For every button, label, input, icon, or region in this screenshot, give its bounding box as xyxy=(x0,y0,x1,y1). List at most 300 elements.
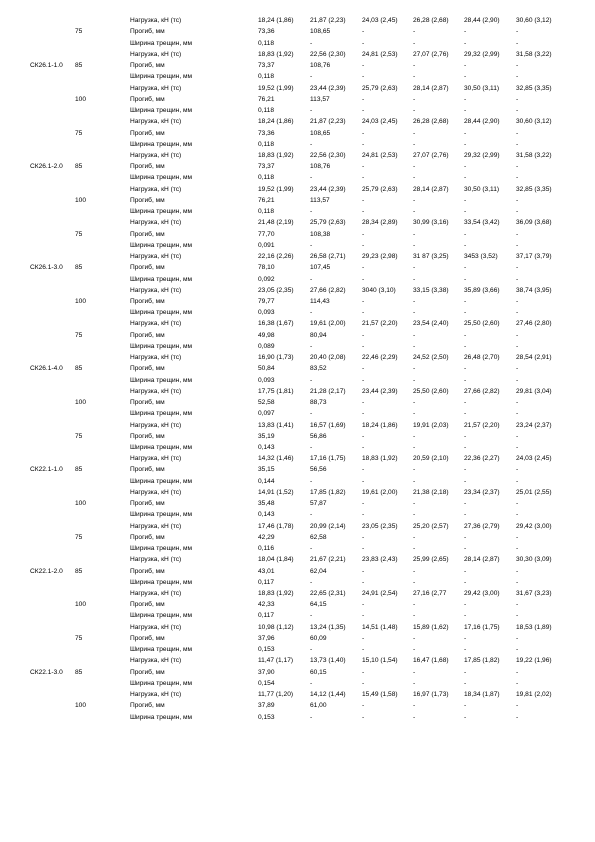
value-cell: 19,52 (1,99) xyxy=(258,84,294,92)
value-cell: - xyxy=(362,702,365,710)
value-cell: - xyxy=(310,545,313,552)
value-cell: 0,154 xyxy=(258,679,275,687)
value-cell: - xyxy=(413,545,416,552)
table-row xyxy=(0,342,595,352)
value-cell: - xyxy=(362,174,365,182)
value-cell: 17,85 (1,82) xyxy=(310,488,346,496)
value-cell: 0,153 xyxy=(258,646,275,654)
value-cell: - xyxy=(362,545,365,552)
value-cell: 0,143 xyxy=(258,443,275,451)
value-cell: - xyxy=(464,567,467,575)
value-cell: 18,83 (1,92) xyxy=(258,152,294,159)
table-row xyxy=(0,173,595,183)
value-cell: 73,36 xyxy=(258,28,275,36)
value-cell: 29,42 (3,00) xyxy=(464,589,500,597)
value-cell: - xyxy=(310,107,313,114)
value-cell: 24,03 (2,45) xyxy=(362,118,398,126)
table-row xyxy=(0,185,595,195)
value-cell: - xyxy=(516,500,519,508)
value-cell: 21,57 (2,20) xyxy=(464,421,500,429)
percent-label: 100 xyxy=(75,196,87,204)
parameter-label: Ширина трещин, мм xyxy=(130,376,193,384)
value-cell: 31,58 (3,22) xyxy=(516,152,552,159)
value-cell: - xyxy=(413,107,416,114)
parameter-label: Ширина трещин, мм xyxy=(130,410,193,418)
value-cell: - xyxy=(413,477,416,485)
value-cell: 43,01 xyxy=(258,567,275,575)
value-cell: 22,46 (2,29) xyxy=(362,354,398,362)
value-cell: 20,99 (2,14) xyxy=(310,522,346,530)
percent-label: 100 xyxy=(75,702,87,710)
value-cell: - xyxy=(516,443,519,451)
value-cell: 30,99 (3,16) xyxy=(413,219,449,227)
value-cell: - xyxy=(310,612,313,620)
value-cell: 0,093 xyxy=(258,376,275,384)
value-cell: 107,45 xyxy=(310,264,331,272)
value-cell: - xyxy=(464,399,467,406)
table-row xyxy=(0,39,595,49)
table-row xyxy=(0,555,595,565)
value-cell: 80,94 xyxy=(310,331,327,339)
table-row xyxy=(0,230,595,240)
value-cell: - xyxy=(362,399,365,406)
value-cell: 30,60 (3,12) xyxy=(516,118,552,126)
value-cell: 0,089 xyxy=(258,342,275,350)
parameter-label: Нагрузка, кН (тс) xyxy=(130,185,182,193)
value-cell: 57,87 xyxy=(310,500,327,508)
parameter-label: Прогиб, мм xyxy=(130,62,165,70)
value-cell: - xyxy=(516,241,519,249)
value-cell: - xyxy=(362,713,365,721)
value-cell: - xyxy=(413,62,416,70)
value-cell: 24,52 (2,50) xyxy=(413,354,449,362)
parameter-label: Нагрузка, кН (тс) xyxy=(130,219,182,227)
value-cell: 17,85 (1,82) xyxy=(464,657,500,665)
table-row xyxy=(0,522,595,532)
parameter-label: Нагрузка, кН (тс) xyxy=(130,623,182,631)
value-cell: - xyxy=(413,129,416,137)
value-cell: - xyxy=(516,668,519,676)
value-cell: 108,38 xyxy=(310,230,331,238)
value-cell: 76,21 xyxy=(258,196,275,204)
table-row xyxy=(0,16,595,26)
value-cell: - xyxy=(413,601,416,609)
value-cell: 32,85 (3,35) xyxy=(516,84,552,92)
table-row xyxy=(0,252,595,262)
value-cell: - xyxy=(362,73,365,81)
value-cell: 29,42 (3,00) xyxy=(516,522,552,530)
series-label: СК26.1-3.0 xyxy=(30,264,63,272)
value-cell: 0,118 xyxy=(258,140,275,148)
value-cell: - xyxy=(464,129,467,137)
value-cell: 18,24 (1,86) xyxy=(258,17,294,25)
value-cell: - xyxy=(362,477,365,485)
value-cell: - xyxy=(516,342,519,350)
value-cell: 31,58 (3,22) xyxy=(516,50,552,58)
value-cell: 37,90 xyxy=(258,668,275,676)
percent-label: 100 xyxy=(75,601,87,609)
parameter-label: Ширина трещин, мм xyxy=(130,309,193,317)
parameter-label: Прогиб, мм xyxy=(130,567,165,575)
series-label: СК26.1-2.0 xyxy=(30,163,63,171)
value-cell: 23,05 (2,35) xyxy=(362,522,398,530)
value-cell: - xyxy=(516,309,519,317)
parameter-label: Нагрузка, кН (тс) xyxy=(130,522,182,530)
value-cell: 30,50 (3,11) xyxy=(464,185,500,193)
value-cell: - xyxy=(464,95,467,103)
table-row xyxy=(0,364,595,374)
parameter-label: Прогиб, мм xyxy=(130,196,165,204)
value-cell: 19,81 (2,02) xyxy=(516,691,552,698)
value-cell: - xyxy=(516,129,519,137)
value-cell: - xyxy=(413,230,416,238)
value-cell: 27,16 (2,77 xyxy=(413,589,447,597)
table-row xyxy=(0,308,595,318)
value-cell: - xyxy=(516,702,519,710)
value-cell: 22,56 (2,30) xyxy=(310,152,346,159)
value-cell: 3040 (3,10) xyxy=(362,286,396,294)
value-cell: - xyxy=(362,432,365,440)
value-cell: - xyxy=(310,140,313,148)
value-cell: 3453 (3,52) xyxy=(464,253,498,260)
value-cell: - xyxy=(413,241,416,249)
value-cell: - xyxy=(362,646,365,654)
value-cell: 21,38 (2,18) xyxy=(413,488,449,496)
value-cell: - xyxy=(362,612,365,620)
value-cell: - xyxy=(516,174,519,182)
value-cell: 114,43 xyxy=(310,297,330,305)
parameter-label: Прогиб, мм xyxy=(130,163,165,171)
value-cell: - xyxy=(362,230,365,238)
parameter-label: Прогиб, мм xyxy=(130,331,165,339)
value-cell: - xyxy=(413,702,416,710)
value-cell: 36,09 (3,68) xyxy=(516,219,552,227)
table-row xyxy=(0,331,595,341)
value-cell: - xyxy=(362,129,365,137)
value-cell: - xyxy=(362,601,365,609)
value-cell: - xyxy=(464,432,467,440)
value-cell: 73,37 xyxy=(258,163,275,171)
value-cell: 26,28 (2,68) xyxy=(413,118,449,126)
table-row xyxy=(0,387,595,397)
value-cell: 29,81 (3,04) xyxy=(516,387,552,395)
value-cell: 0,118 xyxy=(258,73,275,81)
value-cell: - xyxy=(464,264,467,272)
value-cell: 16,57 (1,69) xyxy=(310,421,346,429)
value-cell: 25,20 (2,57) xyxy=(413,522,449,530)
value-cell: 16,38 (1,67) xyxy=(258,320,294,328)
value-cell: - xyxy=(516,73,519,81)
table-row xyxy=(0,465,595,475)
value-cell: 78,10 xyxy=(258,264,275,272)
value-cell: - xyxy=(464,466,467,474)
value-cell: - xyxy=(516,578,519,586)
value-cell: - xyxy=(516,95,519,103)
value-cell: 37,89 xyxy=(258,702,275,710)
table-row xyxy=(0,151,595,161)
table-row xyxy=(0,353,595,363)
parameter-label: Ширина трещин, мм xyxy=(130,511,193,519)
value-cell: - xyxy=(362,578,365,586)
value-cell: 25,50 (2,60) xyxy=(413,387,449,395)
value-cell: - xyxy=(362,679,365,687)
value-cell: 16,97 (1,73) xyxy=(413,691,449,698)
value-cell: - xyxy=(413,679,416,687)
value-cell: 56,56 xyxy=(310,466,327,474)
value-cell: 42,29 xyxy=(258,533,275,541)
value-cell: - xyxy=(310,342,313,350)
value-cell: - xyxy=(413,28,416,36)
value-cell: - xyxy=(464,702,467,710)
parameter-label: Прогиб, мм xyxy=(130,432,165,440)
parameter-label: Ширина трещин, мм xyxy=(130,612,193,620)
value-cell: 0,093 xyxy=(258,309,275,317)
parameter-label: Прогиб, мм xyxy=(130,230,165,238)
value-cell: - xyxy=(310,241,313,249)
value-cell: - xyxy=(464,612,467,620)
value-cell: 24,81 (2,53) xyxy=(362,152,398,159)
table-row xyxy=(0,241,595,251)
value-cell: - xyxy=(310,713,313,721)
parameter-label: Прогиб, мм xyxy=(130,702,165,710)
parameter-label: Нагрузка, кН (тс) xyxy=(130,556,182,564)
table-row xyxy=(0,533,595,543)
value-cell: - xyxy=(413,634,416,642)
table-row xyxy=(0,263,595,273)
parameter-label: Нагрузка, кН (тс) xyxy=(130,455,182,463)
parameter-label: Прогиб, мм xyxy=(130,668,165,676)
parameter-label: Ширина трещин, мм xyxy=(130,342,193,350)
value-cell: - xyxy=(310,646,313,654)
value-cell: 28,14 (2,87) xyxy=(464,556,500,564)
value-cell: 19,52 (1,99) xyxy=(258,185,294,193)
value-cell: 18,24 (1,86) xyxy=(258,118,294,126)
percent-label: 75 xyxy=(75,230,83,238)
value-cell: 19,22 (1,96) xyxy=(516,657,552,665)
value-cell: - xyxy=(464,679,467,687)
value-cell: 35,15 xyxy=(258,466,275,474)
table-row xyxy=(0,645,595,655)
value-cell: 28,14 (2,87) xyxy=(413,185,449,193)
parameter-label: Ширина трещин, мм xyxy=(130,713,193,721)
table-row xyxy=(0,129,595,139)
value-cell: - xyxy=(362,309,365,317)
parameter-label: Нагрузка, кН (тс) xyxy=(130,589,182,597)
parameter-label: Ширина трещин, мм xyxy=(130,679,193,687)
value-cell: - xyxy=(516,365,519,373)
parameter-label: Нагрузка, кН (тс) xyxy=(130,118,182,126)
value-cell: - xyxy=(413,264,416,272)
value-cell: - xyxy=(464,107,467,114)
percent-label: 75 xyxy=(75,28,83,36)
value-cell: 18,83 (1,92) xyxy=(362,455,398,463)
value-cell: - xyxy=(413,612,416,620)
value-cell: - xyxy=(464,601,467,609)
value-cell: 27,66 (2,82) xyxy=(310,286,346,294)
value-cell: - xyxy=(362,500,365,508)
parameter-label: Прогиб, мм xyxy=(130,129,165,137)
table-row xyxy=(0,196,595,206)
value-cell: - xyxy=(310,208,313,216)
value-cell: - xyxy=(362,511,365,519)
value-cell: - xyxy=(516,140,519,148)
value-cell: - xyxy=(464,28,467,36)
parameter-label: Прогиб, мм xyxy=(130,28,165,36)
value-cell: - xyxy=(516,646,519,654)
parameter-label: Нагрузка, кН (тс) xyxy=(130,488,182,496)
value-cell: - xyxy=(516,511,519,519)
percent-label: 85 xyxy=(75,163,83,171)
value-cell: 27,07 (2,76) xyxy=(413,152,449,159)
parameter-label: Прогиб, мм xyxy=(130,500,165,508)
value-cell: - xyxy=(310,410,313,418)
value-cell: 0,116 xyxy=(258,545,275,552)
value-cell: 24,03 (2,45) xyxy=(516,455,552,463)
value-cell: 23,83 (2,43) xyxy=(362,556,398,564)
value-cell: - xyxy=(516,230,519,238)
table-row xyxy=(0,713,595,723)
value-cell: 15,49 (1,58) xyxy=(362,691,398,698)
value-cell: 0,143 xyxy=(258,511,275,519)
value-cell: - xyxy=(464,342,467,350)
value-cell: 25,50 (2,60) xyxy=(464,320,500,328)
value-cell: 61,00 xyxy=(310,702,327,710)
value-cell: 52,58 xyxy=(258,399,275,406)
value-cell: 108,76 xyxy=(310,163,331,171)
value-cell: 26,28 (2,68) xyxy=(413,17,449,25)
value-cell: - xyxy=(464,376,467,384)
value-cell: 16,47 (1,68) xyxy=(413,657,449,665)
value-cell: - xyxy=(362,376,365,384)
value-cell: 28,54 (2,91) xyxy=(516,354,552,362)
value-cell: 0,091 xyxy=(258,241,275,249)
value-cell: 21,57 (2,20) xyxy=(362,320,398,328)
percent-label: 75 xyxy=(75,432,83,440)
parameter-label: Прогиб, мм xyxy=(130,297,165,305)
parameter-label: Нагрузка, кН (тс) xyxy=(130,84,182,92)
value-cell: 30,50 (3,11) xyxy=(464,84,500,92)
value-cell: - xyxy=(310,511,313,519)
value-cell: 60,09 xyxy=(310,634,327,642)
parameter-label: Ширина трещин, мм xyxy=(130,241,193,249)
value-cell: 11,47 (1,17) xyxy=(258,657,294,665)
value-cell: 76,21 xyxy=(258,95,275,103)
value-cell: 23,44 (2,39) xyxy=(362,387,398,395)
value-cell: - xyxy=(464,511,467,519)
parameter-label: Прогиб, мм xyxy=(130,365,165,373)
series-label: СК26.1-1.0 xyxy=(30,62,63,70)
value-cell: 25,79 (2,63) xyxy=(310,219,346,227)
value-cell: 73,36 xyxy=(258,129,275,137)
value-cell: 29,23 (2,98) xyxy=(362,253,398,260)
value-cell: 113,57 xyxy=(310,196,330,204)
value-cell: 11,77 (1,20) xyxy=(258,691,294,698)
parameter-label: Ширина трещин, мм xyxy=(130,477,193,485)
table-row xyxy=(0,117,595,127)
value-cell: - xyxy=(516,196,519,204)
table-row xyxy=(0,477,595,487)
value-cell: - xyxy=(516,331,519,339)
value-cell: - xyxy=(310,174,313,182)
value-cell: 24,03 (2,45) xyxy=(362,17,398,25)
value-cell: 25,01 (2,55) xyxy=(516,488,552,496)
value-cell: - xyxy=(362,634,365,642)
value-cell: 26,58 (2,71) xyxy=(310,253,346,260)
value-cell: - xyxy=(464,73,467,81)
table-row xyxy=(0,701,595,711)
parameter-label: Прогиб, мм xyxy=(130,466,165,474)
percent-label: 100 xyxy=(75,399,87,406)
value-cell: - xyxy=(413,163,416,171)
value-cell: 35,48 xyxy=(258,500,275,508)
parameter-label: Ширина трещин, мм xyxy=(130,39,193,47)
value-cell: 28,34 (2,89) xyxy=(362,219,398,227)
value-cell: 20,59 (2,10) xyxy=(413,455,449,463)
value-cell: 13,83 (1,41) xyxy=(258,421,294,429)
percent-label: 75 xyxy=(75,634,83,642)
value-cell: 19,61 (2,00) xyxy=(310,320,346,328)
value-cell: 62,04 xyxy=(310,567,327,575)
value-cell: - xyxy=(362,331,365,339)
value-cell: 18,83 (1,92) xyxy=(258,50,294,58)
value-cell: 18,04 (1,84) xyxy=(258,556,294,564)
value-cell: 32,85 (3,35) xyxy=(516,185,552,193)
value-cell: 18,53 (1,89) xyxy=(516,623,552,631)
value-cell: 16,90 (1,73) xyxy=(258,354,294,362)
series-label: СК22.1-1.0 xyxy=(30,466,63,474)
value-cell: - xyxy=(310,578,313,586)
value-cell: - xyxy=(413,533,416,541)
value-cell: 0,153 xyxy=(258,713,275,721)
value-cell: 49,98 xyxy=(258,331,275,339)
value-cell: 24,91 (2,54) xyxy=(362,589,398,597)
parameter-label: Прогиб, мм xyxy=(130,601,165,609)
value-cell: - xyxy=(464,500,467,508)
value-cell: 37,17 (3,79) xyxy=(516,253,552,260)
value-cell: - xyxy=(516,208,519,216)
percent-label: 100 xyxy=(75,297,87,305)
series-label: СК22.1-2.0 xyxy=(30,567,63,575)
value-cell: 23,05 (2,35) xyxy=(258,286,294,294)
table-row xyxy=(0,376,595,386)
table-row xyxy=(0,432,595,442)
value-cell: 28,44 (2,90) xyxy=(464,17,500,25)
value-cell: - xyxy=(413,196,416,204)
parameter-label: Нагрузка, кН (тс) xyxy=(130,421,182,429)
value-cell: - xyxy=(362,275,365,283)
value-cell: - xyxy=(413,511,416,519)
value-cell: 14,32 (1,46) xyxy=(258,455,294,463)
value-cell: - xyxy=(464,646,467,654)
table-row xyxy=(0,50,595,60)
value-cell: 17,75 (1,81) xyxy=(258,387,294,395)
parameter-label: Нагрузка, кН (тс) xyxy=(130,320,182,328)
value-cell: - xyxy=(464,39,467,47)
value-cell: - xyxy=(464,331,467,339)
value-cell: - xyxy=(464,443,467,451)
table-row xyxy=(0,544,595,554)
value-cell: - xyxy=(362,264,365,272)
parameter-label: Ширина трещин, мм xyxy=(130,107,193,114)
value-cell: 20,40 (2,08) xyxy=(310,354,346,362)
value-cell: - xyxy=(413,399,416,406)
value-cell: - xyxy=(464,634,467,642)
value-cell: - xyxy=(413,376,416,384)
value-cell: - xyxy=(464,668,467,676)
value-cell: 25,79 (2,63) xyxy=(362,185,398,193)
parameter-label: Нагрузка, кН (тс) xyxy=(130,50,182,58)
value-cell: 108,65 xyxy=(310,28,331,36)
